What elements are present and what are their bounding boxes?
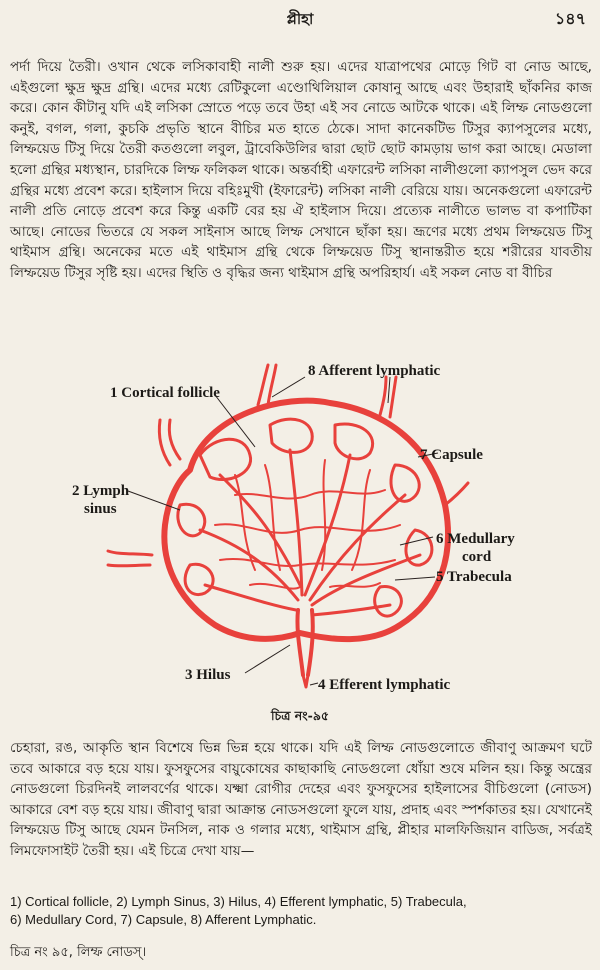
follicle-2: [270, 419, 312, 452]
network-8: [250, 583, 380, 589]
paragraph-bottom: চেহারা, রঙ, আকৃতি স্থান বিশেষে ভিন্ন ভিন্ন হয়ে থাকে। যদি এই লিম্ফ নোডগুলোতে জীবাণু আক্রমণ ঘটে তবে আকারে বড় হয়ে যায়। ফুসফুসের বায়ুকোষের কাছাকাছি নোডগুলো ধোঁয়া শুষে মলিন হয়। কিন্তু অন্ত্রের নোডগুলো চিরদিনই লালবর্ণের থাকে। যক্ষ্মা রোগীর দেহের এবং ফুসফুসের হাইলাসের বীচিগুলো (নোডস) আকারে বেশ বড় হয়ে যায়। জীবাণু দ্বারা আক্রান্ত নোডসগুলো ফুলে যায়, প্রদাহ এবং স্পর্শকাতর হয়। যেখানেই লিম্ফয়েড টিসু আছে যেমন টনসিল, নাক ও গলার মধ্যে, থাইমাস গ্রন্থি, প্লীহার মালফিজিয়ান বাডিজ, সর্বত্রই লিমফোসাইট তৈরী হয়। এই চিত্রে দেখা যায়—: [10, 740, 593, 859]
page-header: [0, 0, 600, 34]
pointer-hilus: [245, 645, 290, 673]
pointer-medullary: [400, 537, 433, 545]
follicle-3: [335, 424, 373, 459]
hilus-vessel: [297, 610, 312, 675]
afferent-vessel-4: [108, 551, 152, 566]
paragraph-top: পর্দা দিয়ে তৈরী। ওখান থেকে লসিকাবাহী নালী শুরু হয়। এদের যাত্রাপথের মোড়ে গিট বা নোড আছে, এইগুলো ক্ষুদ্র ক্ষুদ্র গ্রন্থি। এদের মধ্যে রেটিকুলো এণ্ডোথিলিয়াল কোষানু আছে এবং উহারাই ছাঁকনির কাজ করে। কোন কীটানু যদি এই লসিকা স্রোতে পড়ে তবে উহা এই সব নোডে আটকে থাকে। এই লিম্ফ নোডগুলো কনুই, বগল, গলা, কুচকি প্রভৃতি স্থানে বীচির মত হাতে ঠেকে। সাদা কানেকটিভ টিসুর ক্যাপসুলের মধ্যে, লিম্ফয়েড টিসু দিয়ে তৈরী কতগুলো লবুল, ট্রাবেকিউলির দ্বারা ছোট ছোট কামড়ায় ভাগ করা আছে। মেডালা হলো গ্রন্থির মধ্যস্থান, চারদিকে লিম্ফ ফলিকল থাকে। অন্তর্বাহী এফারেন্ট লসিকা নালীগুলো ক্যাপসুল ভেদ করে গ্রন্থির মধ্যে প্রবেশ করে। হাইলাস দিয়ে বহিঃমুখী (ইফারেন্ট) লসিকা নালী বেরিয়ে যায়। অনেকগুলো এফারেন্ট নালী প্রতি নোড়ে প্রবেশ করে কিন্তু একটি বের হয় ঐ হাইলাস দিয়ে। প্রত্যেক নালীতে ভালভ বা কপাটিকা আছে। নোডের ভিতরে যে সকল সাইনাস আছে লিম্ফ সেখানে ছাঁকা হয়। ভ্রূণের মধ্যে প্রথম লিম্ফয়েড টিসু থাইমাস গ্রন্থি। অনেকের মতে এই থাইমাস গ্রন্থি থেকে লিম্ফয়েড টিসু স্থানান্তরীত হয়ে শরীরের যাবতীয় লিম্ফয়েড টিসুর সৃষ্টি হয়। এদের স্থিতি ও বৃদ্ধির জন্য থাইমাস গ্রন্থি অপরিহার্য। এই সকল নোড বা বীচির: [10, 59, 592, 281]
label-afferent: 8 Afferent lymphatic: [308, 363, 441, 379]
follicle-7: [185, 564, 213, 594]
capsule-outline: [164, 401, 448, 639]
pointer-afferent-2: [388, 377, 390, 403]
label-lymph-sinus-1: 2 Lymph: [72, 483, 130, 499]
lymph-node-svg: [0, 355, 600, 715]
network-7: [352, 470, 370, 570]
trabecula-b: [290, 450, 302, 595]
figure-caption: চিত্র নং-৯৫: [270, 708, 330, 723]
afferent-vessel-5: [445, 483, 468, 505]
afferent-vessel-3: [159, 420, 180, 465]
label-cortical-follicle: 1 Cortical follicle: [110, 385, 220, 401]
network-1: [235, 490, 385, 499]
pointer-trabecula: [395, 577, 435, 580]
label-efferent: 4 Efferent lymphatic: [318, 677, 451, 693]
afferent-vessel-1: [258, 365, 276, 405]
running-title: প্লীহা: [286, 10, 314, 28]
trabecula-g: [205, 585, 296, 610]
pointer-afferent: [272, 377, 305, 397]
trabecula-f: [312, 555, 420, 605]
pointer-efferent: [310, 683, 318, 685]
english-legend: [10, 893, 592, 929]
english-legend-line-1: 1) Cortical follicle, 2) Lymph Sinus, 3) Hilus, 4) Efferent lymphatic, 5) Trabecula,: [10, 894, 467, 909]
follicle-1: [200, 439, 251, 479]
label-lymph-sinus-2: sinus: [84, 501, 117, 517]
label-hilus: 3 Hilus: [185, 667, 231, 683]
follicle-8: [375, 587, 402, 617]
label-trabecula: 5 Trabecula: [436, 569, 512, 585]
english-legend-line-2: 6) Medullary Cord, 7) Capsule, 8) Afferent Lymphatic.: [10, 912, 317, 927]
page-number: ১৪৭: [554, 9, 586, 28]
label-medullary-1: 6 Medullary: [436, 531, 515, 547]
network-3: [220, 559, 395, 566]
label-capsule: 7 Capsule: [420, 447, 483, 463]
network-5: [265, 465, 280, 570]
footer-caption: চিত্র নং ৯৫, লিম্ফ নোডস্‌।: [10, 945, 147, 960]
label-medullary-2: cord: [462, 549, 492, 565]
lymph-node-diagram: [0, 355, 600, 715]
efferent-tip: [303, 675, 308, 687]
